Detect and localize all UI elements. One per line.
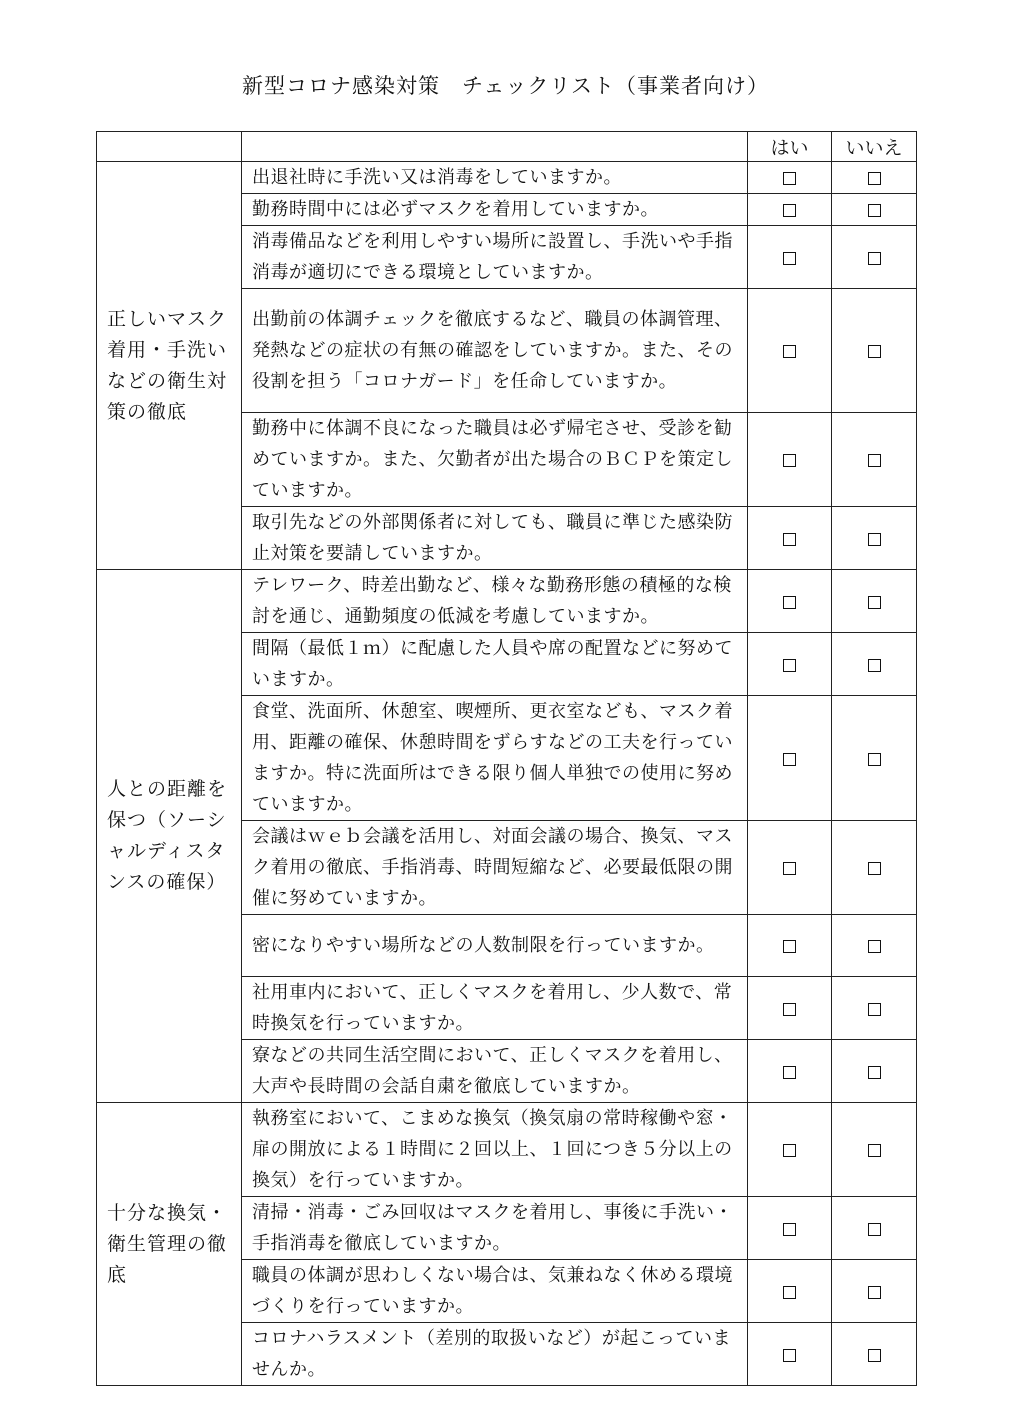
- no-checkbox[interactable]: [868, 862, 881, 875]
- no-checkbox[interactable]: [868, 1286, 881, 1299]
- no-checkbox[interactable]: [868, 940, 881, 953]
- question-text: 勤務中に体調不良になった職員は必ず帰宅させ、受診を勧めていますか。また、欠勤者が出た場合のＢＣＰを策定していますか。: [242, 413, 748, 507]
- yes-checkbox[interactable]: [783, 1003, 796, 1016]
- question-text: 職員の体調が思わしくない場合は、気兼ねなく休める環境づくりを行っていますか。: [242, 1260, 748, 1323]
- yes-cell: [748, 1197, 832, 1260]
- no-cell: [832, 1260, 917, 1323]
- yes-cell: [748, 289, 832, 413]
- no-cell: [832, 1040, 917, 1103]
- no-cell: [832, 915, 917, 977]
- no-checkbox[interactable]: [868, 172, 881, 185]
- question-text: 出退社時に手洗い又は消毒をしていますか。: [242, 162, 748, 194]
- no-cell: [832, 1197, 917, 1260]
- yes-checkbox[interactable]: [783, 454, 796, 467]
- question-text: 寮などの共同生活空間において、正しくマスクを着用し、大声や長時間の会話自粛を徹底していますか。: [242, 1040, 748, 1103]
- no-checkbox[interactable]: [868, 204, 881, 217]
- no-checkbox[interactable]: [868, 345, 881, 358]
- yes-checkbox[interactable]: [783, 252, 796, 265]
- yes-checkbox[interactable]: [783, 533, 796, 546]
- yes-cell: [748, 194, 832, 226]
- no-cell: [832, 977, 917, 1040]
- no-cell: [832, 413, 917, 507]
- no-cell: [832, 1323, 917, 1386]
- question-text: 執務室において、こまめな換気（換気扇の常時稼働や窓・扉の開放による１時間に２回以上、１回につき５分以上の換気）を行っていますか。: [242, 1103, 748, 1197]
- no-cell: [832, 821, 917, 915]
- yes-cell: [748, 1260, 832, 1323]
- no-checkbox[interactable]: [868, 454, 881, 467]
- yes-cell: [748, 977, 832, 1040]
- no-checkbox[interactable]: [868, 659, 881, 672]
- question-text: 食堂、洗面所、休憩室、喫煙所、更衣室なども、マスク着用、距離の確保、休憩時間をずらすなどの工夫を行っていますか。特に洗面所はできる限り個人単独での使用に努めていますか。: [242, 696, 748, 821]
- yes-checkbox[interactable]: [783, 1144, 796, 1157]
- no-checkbox[interactable]: [868, 1223, 881, 1236]
- yes-cell: [748, 162, 832, 194]
- yes-checkbox[interactable]: [783, 596, 796, 609]
- no-cell: [832, 570, 917, 633]
- table-row: [97, 570, 917, 633]
- table-row: [97, 1103, 917, 1197]
- yes-checkbox[interactable]: [783, 1066, 796, 1079]
- checklist-body: [97, 162, 917, 1386]
- yes-checkbox[interactable]: [783, 659, 796, 672]
- yes-checkbox[interactable]: [783, 204, 796, 217]
- yes-checkbox[interactable]: [783, 753, 796, 766]
- no-cell: [832, 289, 917, 413]
- yes-cell: [748, 821, 832, 915]
- no-checkbox[interactable]: [868, 1144, 881, 1157]
- no-cell: [832, 696, 917, 821]
- category-label: 正しいマスク着用・手洗いなどの衛生対策の徹底: [97, 162, 242, 570]
- question-text: 消毒備品などを利用しやすい場所に設置し、手洗いや手指消毒が適切にできる環境としていますか。: [242, 226, 748, 289]
- header-yes: はい: [748, 132, 832, 162]
- no-checkbox[interactable]: [868, 1066, 881, 1079]
- header-question: [242, 132, 748, 162]
- checklist-table: [96, 131, 917, 1386]
- no-checkbox[interactable]: [868, 1349, 881, 1362]
- yes-checkbox[interactable]: [783, 862, 796, 875]
- question-text: 社用車内において、正しくマスクを着用し、少人数で、常時換気を行っていますか。: [242, 977, 748, 1040]
- no-checkbox[interactable]: [868, 753, 881, 766]
- question-text: 取引先などの外部関係者に対しても、職員に準じた感染防止対策を要請していますか。: [242, 507, 748, 570]
- yes-checkbox[interactable]: [783, 172, 796, 185]
- no-cell: [832, 1103, 917, 1197]
- header-no: いいえ: [832, 132, 917, 162]
- no-cell: [832, 226, 917, 289]
- question-text: 勤務時間中には必ずマスクを着用していますか。: [242, 194, 748, 226]
- no-checkbox[interactable]: [868, 596, 881, 609]
- yes-cell: [748, 1103, 832, 1197]
- yes-checkbox[interactable]: [783, 1349, 796, 1362]
- no-checkbox[interactable]: [868, 533, 881, 546]
- question-text: 清掃・消毒・ごみ回収はマスクを着用し、事後に手洗い・手指消毒を徹底していますか。: [242, 1197, 748, 1260]
- question-text: 間隔（最低１ｍ）に配慮した人員や席の配置などに努めていますか。: [242, 633, 748, 696]
- yes-checkbox[interactable]: [783, 1286, 796, 1299]
- no-checkbox[interactable]: [868, 1003, 881, 1016]
- yes-cell: [748, 633, 832, 696]
- question-text: テレワーク、時差出勤など、様々な勤務形態の積極的な検討を通じ、通勤頻度の低減を考慮していますか。: [242, 570, 748, 633]
- yes-cell: [748, 1323, 832, 1386]
- no-cell: [832, 194, 917, 226]
- yes-cell: [748, 226, 832, 289]
- no-cell: [832, 162, 917, 194]
- yes-cell: [748, 1040, 832, 1103]
- header-row: [97, 132, 917, 162]
- category-label: 十分な換気・衛生管理の徹底: [97, 1103, 242, 1386]
- yes-cell: [748, 507, 832, 570]
- yes-checkbox[interactable]: [783, 940, 796, 953]
- category-label: 人との距離を保つ（ソーシャルディスタンスの確保）: [97, 570, 242, 1103]
- question-text: コロナハラスメント（差別的取扱いなど）が起こっていませんか。: [242, 1323, 748, 1386]
- no-cell: [832, 507, 917, 570]
- header-category: [97, 132, 242, 162]
- question-text: 会議はｗｅｂ会議を活用し、対面会議の場合、換気、マスク着用の徹底、手指消毒、時間短縮など、必要最低限の開催に努めていますか。: [242, 821, 748, 915]
- no-checkbox[interactable]: [868, 252, 881, 265]
- table-row: [97, 162, 917, 194]
- question-text: 出勤前の体調チェックを徹底するなど、職員の体調管理、発熱などの症状の有無の確認をしていますか。また、その役割を担う「コロナガード」を任命していますか。: [242, 289, 748, 413]
- page-title: 新型コロナ感染対策 チェックリスト（事業者向け）: [242, 74, 769, 98]
- no-cell: [832, 633, 917, 696]
- yes-cell: [748, 570, 832, 633]
- yes-checkbox[interactable]: [783, 345, 796, 358]
- yes-cell: [748, 696, 832, 821]
- question-text: 密になりやすい場所などの人数制限を行っていますか。: [242, 915, 748, 977]
- yes-cell: [748, 413, 832, 507]
- yes-checkbox[interactable]: [783, 1223, 796, 1236]
- yes-cell: [748, 915, 832, 977]
